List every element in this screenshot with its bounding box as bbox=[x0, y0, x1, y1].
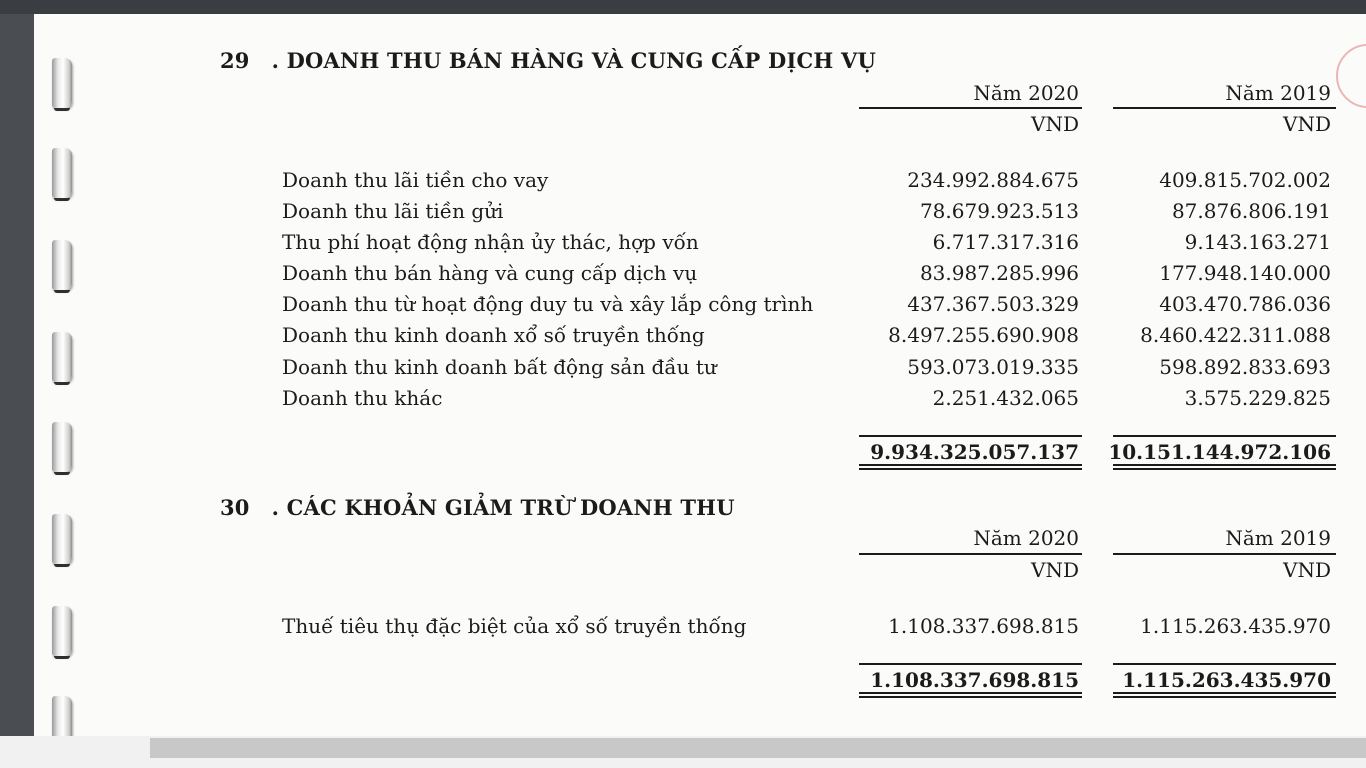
section-title: . CÁC KHOẢN GIẢM TRỪ DOANH THU bbox=[271, 495, 735, 520]
total-double-rule bbox=[1113, 464, 1336, 470]
total-top-rule bbox=[859, 663, 1082, 665]
value-2020: 83.987.285.996 bbox=[919, 261, 1079, 285]
section-number: 30 bbox=[220, 495, 250, 520]
value-2020: 593.073.019.335 bbox=[907, 355, 1079, 379]
value-2019: 1.115.263.435.970 bbox=[1140, 614, 1331, 638]
value-2020: 234.992.884.675 bbox=[907, 168, 1079, 192]
binder-ring bbox=[52, 148, 72, 198]
value-2019: 409.815.702.002 bbox=[1159, 168, 1331, 192]
column-header-2020: Năm 2020 bbox=[973, 526, 1079, 550]
red-stamp-mark bbox=[1336, 44, 1366, 108]
binder-ring bbox=[52, 696, 72, 736]
value-2020: 6.717.317.316 bbox=[932, 230, 1079, 254]
binder-ring bbox=[52, 422, 72, 472]
value-2019: 8.460.422.311.088 bbox=[1140, 323, 1331, 347]
binder-ring bbox=[52, 514, 72, 564]
total-2019: 1.115.263.435.970 bbox=[1122, 668, 1331, 692]
row-label: Doanh thu lãi tiền gửi bbox=[282, 199, 504, 223]
value-2019: 598.892.833.693 bbox=[1159, 355, 1331, 379]
row-label: Doanh thu lãi tiền cho vay bbox=[282, 168, 549, 192]
column-header-2019: Năm 2019 bbox=[1225, 81, 1331, 105]
total-top-rule bbox=[1113, 435, 1336, 437]
unit-label-2019: VND bbox=[1283, 112, 1331, 136]
column-header-2020: Năm 2020 bbox=[973, 81, 1079, 105]
horizontal-scrollbar-thumb[interactable] bbox=[150, 738, 1366, 758]
row-label: Doanh thu từ hoạt động duy tu và xây lắp công trình bbox=[282, 292, 814, 316]
section-number: 29 bbox=[220, 48, 250, 73]
section-30-heading bbox=[220, 495, 735, 520]
header-rule bbox=[1113, 107, 1336, 109]
total-top-rule bbox=[859, 435, 1082, 437]
header-rule bbox=[859, 107, 1082, 109]
total-top-rule bbox=[1113, 663, 1336, 665]
binder-ring bbox=[52, 332, 72, 382]
total-double-rule bbox=[859, 464, 1082, 470]
section-29-heading bbox=[220, 48, 876, 73]
value-2019: 403.470.786.036 bbox=[1159, 292, 1331, 316]
viewer-top-bar bbox=[0, 0, 1366, 14]
row-label: Doanh thu khác bbox=[282, 386, 443, 410]
total-double-rule bbox=[1113, 692, 1336, 698]
value-2020: 8.497.255.690.908 bbox=[888, 323, 1079, 347]
unit-label-2020: VND bbox=[1031, 112, 1079, 136]
row-label: Thuế tiêu thụ đặc biệt của xổ số truyền thống bbox=[282, 614, 747, 638]
total-2020: 1.108.337.698.815 bbox=[870, 668, 1079, 692]
header-rule bbox=[1113, 553, 1336, 555]
value-2019: 3.575.229.825 bbox=[1184, 386, 1331, 410]
unit-label-2019: VND bbox=[1283, 558, 1331, 582]
viewer-left-gutter bbox=[0, 14, 34, 736]
section-title: . DOANH THU BÁN HÀNG VÀ CUNG CẤP DỊCH VỤ bbox=[271, 48, 876, 73]
value-2020: 2.251.432.065 bbox=[932, 386, 1079, 410]
row-label: Doanh thu bán hàng và cung cấp dịch vụ bbox=[282, 261, 698, 285]
unit-label-2020: VND bbox=[1031, 558, 1079, 582]
binder-ring bbox=[52, 240, 72, 290]
value-2020: 78.679.923.513 bbox=[919, 199, 1079, 223]
value-2019: 177.948.140.000 bbox=[1159, 261, 1331, 285]
binder-ring bbox=[52, 606, 72, 656]
total-2020: 9.934.325.057.137 bbox=[870, 440, 1079, 464]
column-header-2019: Năm 2019 bbox=[1225, 526, 1331, 550]
value-2020: 437.367.503.329 bbox=[907, 292, 1079, 316]
binder-ring bbox=[52, 58, 72, 108]
document-page bbox=[34, 14, 1366, 736]
value-2019: 9.143.163.271 bbox=[1184, 230, 1331, 254]
total-double-rule bbox=[859, 692, 1082, 698]
row-label: Doanh thu kinh doanh xổ số truyền thống bbox=[282, 323, 705, 347]
row-label: Thu phí hoạt động nhận ủy thác, hợp vốn bbox=[282, 230, 699, 254]
value-2020: 1.108.337.698.815 bbox=[888, 614, 1079, 638]
value-2019: 87.876.806.191 bbox=[1171, 199, 1331, 223]
header-rule bbox=[859, 553, 1082, 555]
row-label: Doanh thu kinh doanh bất động sản đầu tư bbox=[282, 355, 717, 379]
total-2019: 10.151.144.972.106 bbox=[1108, 440, 1331, 464]
